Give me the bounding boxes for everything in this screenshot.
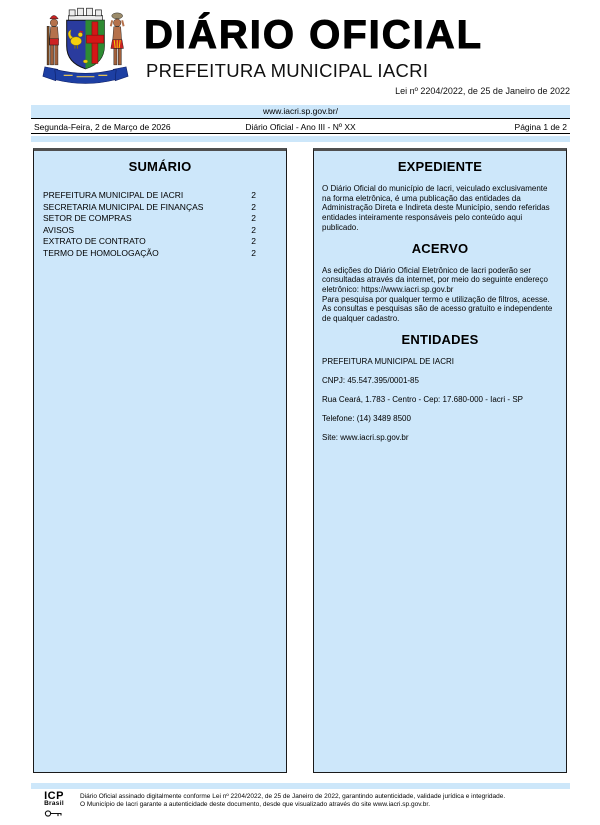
- digital-signature-notice: [80, 791, 560, 818]
- summary-panel: [33, 148, 287, 773]
- municipal-coat-of-arms: [33, 6, 137, 98]
- toc-item-page: 2: [251, 247, 256, 258]
- entity-cnpj: CNPJ: 45.547.395/0001-85: [322, 375, 419, 385]
- icp-logo-text: ICP: [44, 790, 64, 802]
- edition-meta-row: [31, 120, 570, 134]
- toc-item: [43, 225, 256, 237]
- toc-item: [43, 190, 256, 202]
- toc-item-page: 2: [251, 213, 256, 223]
- website-url: www.iacri.sp.gov.br/: [263, 106, 338, 116]
- expediente-body: O Diário Oficial do município de Iacri, veiculado exclusivamente na forma eletrônica, é uma publicação das entidades da Administração Direta e Indireta deste Município, sendo referidas entidades inteiramente responsáveis pelo conteúdo aqui publicado.: [322, 184, 550, 232]
- signature-line-1: Diário Oficial assinado digitalmente conforme Lei nº 2204/2022, de 25 de Janeiro de 2022, garantindo autenticidade, validade jurídica e integridade.: [80, 793, 506, 800]
- toc-item: [43, 202, 256, 214]
- entity-phone: Telefone: (14) 3489 8500: [322, 413, 411, 423]
- toc-item-label: PREFEITURA MUNICIPAL DE IACRI: [43, 190, 184, 200]
- footer-divider-bar: [31, 783, 570, 789]
- toc-item-label: TERMO DE HOMOLOGAÇÃO: [43, 247, 159, 258]
- key-icon: [44, 809, 64, 818]
- toc-item-label: SETOR DE COMPRAS: [43, 213, 132, 223]
- toc-item-label: AVISOS: [43, 224, 75, 235]
- website-bar: [31, 105, 570, 119]
- acervo-paragraph-2: Para pesquisa por qualquer termo e utilização de filtros, acesse. As consultas e pesquisas são de acesso gratuito e independente de qualquer cadastro.: [322, 294, 553, 324]
- acervo-heading: ACERVO: [411, 240, 469, 256]
- left-supporter-figure: [47, 15, 58, 65]
- page-indicator: Página 1 de 2: [514, 121, 567, 132]
- expediente-heading: EXPEDIENTE: [397, 159, 483, 174]
- toc-item-page: 2: [251, 190, 256, 200]
- law-reference: Lei nº 2204/2022, de 25 de Janeiro de 2022: [395, 86, 570, 96]
- entity-site: Site: www.iacri.sp.gov.br: [322, 432, 409, 442]
- page-subtitle: PREFEITURA MUNICIPAL IACRI: [146, 60, 429, 81]
- toc-item: [43, 236, 256, 248]
- toc-item: [43, 248, 256, 260]
- toc-item-page: 2: [251, 201, 256, 212]
- toc-item-page: 2: [251, 236, 256, 246]
- entity-name: PREFEITURA MUNICIPAL DE IACRI: [322, 356, 455, 366]
- edition-date: Segunda-Feira, 2 de Março de 2026: [34, 121, 171, 132]
- signature-line-2: O Município de Iacri garante a autenticidade deste documento, desde que visualizado através do site www.iacri.sp.gov.br.: [80, 800, 430, 808]
- expediente-panel: [313, 148, 567, 773]
- page-title: DIÁRIO OFICIAL: [144, 13, 484, 57]
- toc-item-label: SECRETARIA MUNICIPAL DE FINANÇAS: [43, 201, 204, 212]
- divider-bar: [31, 136, 570, 142]
- icp-brasil-logo: [33, 791, 75, 818]
- icp-logo-subtext: Brasil: [44, 800, 64, 807]
- acervo-paragraph-1: As edições do Diário Oficial Eletrônico de Iacri poderão ser consultadas através da internet, por meio do seguinte endereço eletrônico: https://www.iacri.sp.gov.br: [322, 265, 548, 294]
- table-of-contents: [43, 190, 256, 259]
- toc-item: [43, 213, 256, 225]
- edition-info: Diário Oficial - Ano III - Nº XX: [245, 121, 356, 132]
- entidades-heading: ENTIDADES: [401, 331, 479, 347]
- footer: [33, 791, 573, 818]
- crown-icon: [69, 8, 103, 21]
- right-supporter-figure: [111, 13, 124, 65]
- entity-address: Rua Ceará, 1.783 - Centro - Cep: 17.680-000 - Iacri - SP: [322, 394, 523, 404]
- summary-heading: SUMÁRIO: [128, 159, 192, 174]
- toc-item-page: 2: [251, 224, 256, 235]
- toc-item-label: EXTRATO DE CONTRATO: [43, 236, 146, 246]
